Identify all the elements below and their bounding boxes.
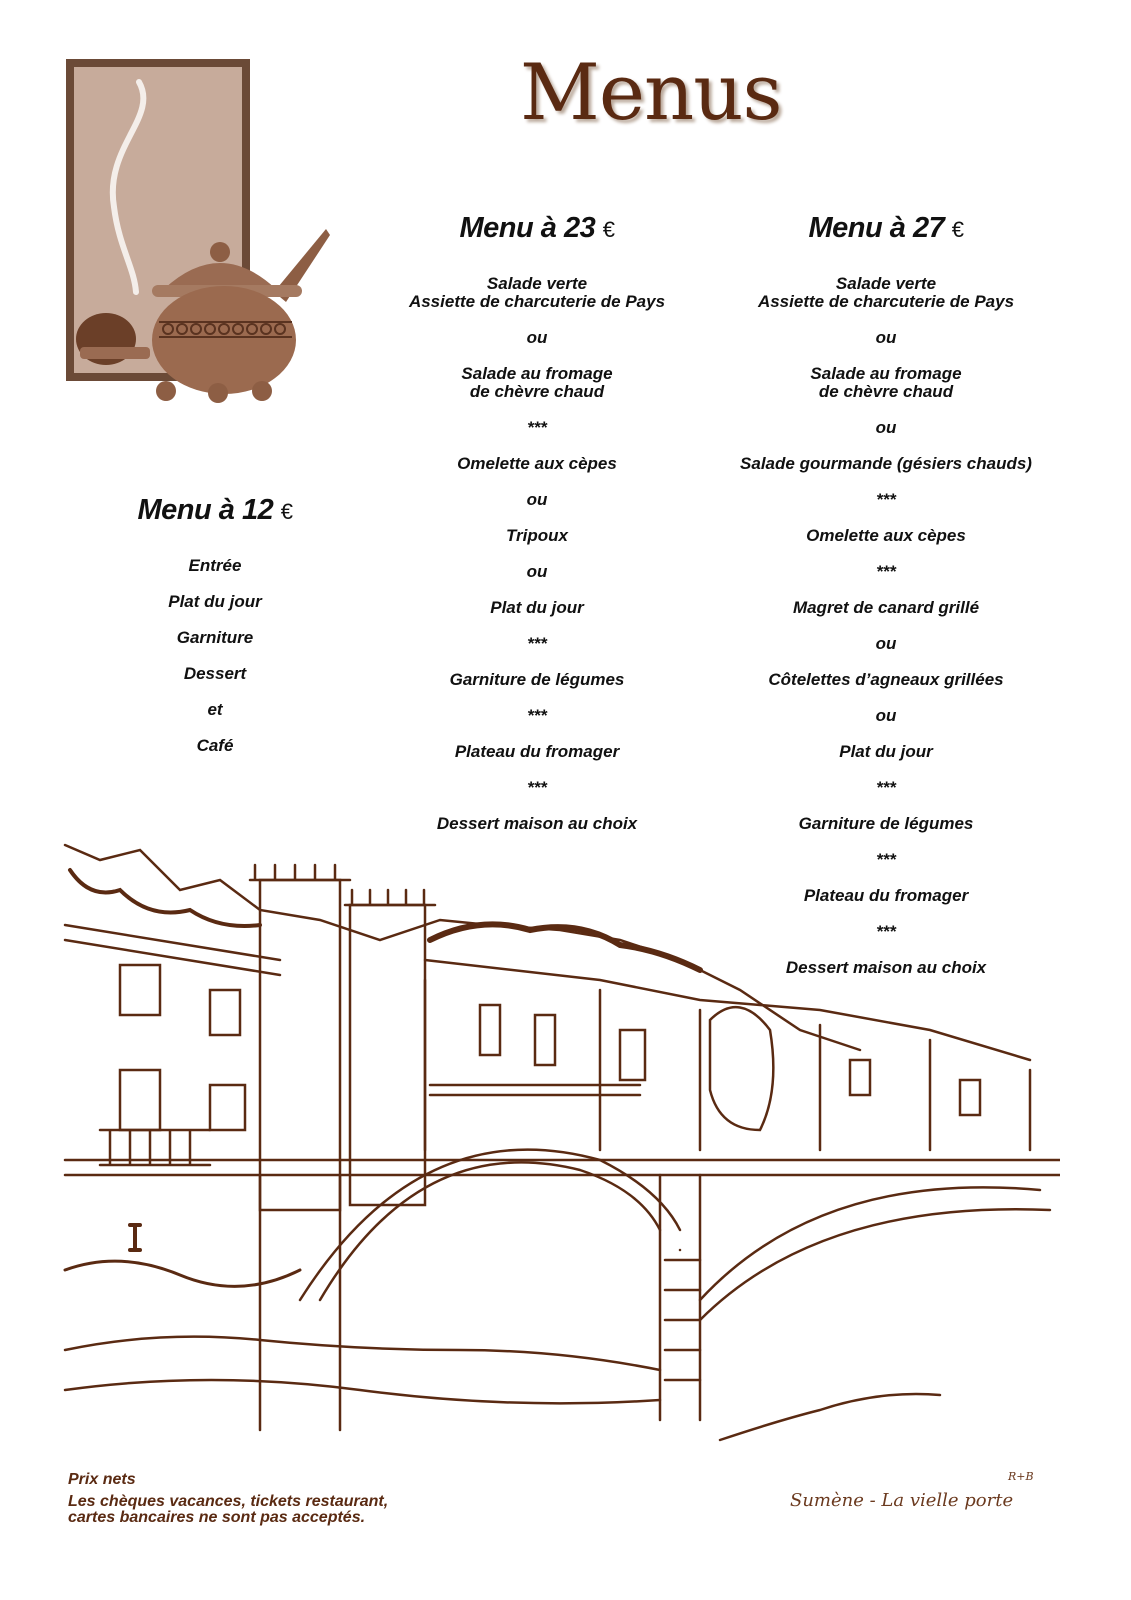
menu-item — [706, 491, 1066, 509]
menu-item — [357, 419, 717, 437]
menu-item-line: Dessert maison au choix — [436, 814, 638, 833]
menu-item — [706, 329, 1066, 347]
footer-note — [68, 1472, 388, 1526]
menu-item — [706, 671, 1066, 689]
menu-item — [35, 557, 395, 575]
menu-item — [706, 455, 1066, 473]
menu-item-line: *** — [876, 850, 896, 869]
euro-sign: € — [602, 217, 615, 242]
menu-item — [706, 527, 1066, 545]
menu-item-line: et — [207, 700, 223, 719]
soup-pot-logo — [64, 57, 334, 407]
menu-item-line: Assiette de charcuterie de Pays — [408, 292, 666, 311]
menu-item-line: Salade au fromage — [810, 364, 962, 383]
menu-item-line: Salade verte — [835, 274, 937, 293]
menu-item-line: Omelette aux cèpes — [457, 454, 617, 473]
menu-item — [706, 599, 1066, 617]
prices-note: Prix nets — [68, 1471, 136, 1488]
menu-heading — [357, 212, 717, 245]
menu-item-line: ou — [875, 706, 897, 725]
menu-item-line: Plateau du fromager — [454, 742, 620, 761]
menu-item — [357, 491, 717, 509]
menu-item — [706, 635, 1066, 653]
menu-item-line: Salade gourmande (gésiers chauds) — [740, 454, 1032, 473]
page-title: Menus — [520, 48, 782, 138]
menu-item — [357, 743, 717, 761]
menu-heading — [706, 212, 1066, 245]
menu-heading-name: Menu à 27 — [808, 212, 945, 244]
menu-item-line: Plat du jour — [168, 592, 262, 611]
menu-item — [35, 737, 395, 755]
village-bridge-sketch — [60, 830, 1060, 1450]
menu-item — [357, 599, 717, 617]
menu-item — [357, 275, 717, 311]
menu-item-line: Omelette aux cèpes — [806, 526, 966, 545]
menu-item-line: Dessert maison au choix — [785, 958, 987, 977]
payment-note-line2: cartes bancaires ne sont pas acceptés. — [68, 1509, 366, 1526]
menu-item-line: Salade verte — [486, 274, 588, 293]
menu-23 — [357, 212, 717, 851]
menu-item-line: Plat du jour — [839, 742, 933, 761]
menu-item — [357, 671, 717, 689]
menu-item-line: Assiette de charcuterie de Pays — [757, 292, 1015, 311]
menu-item-line: *** — [527, 706, 547, 725]
artist-initials: R+B — [1008, 1470, 1034, 1483]
menu-item — [706, 743, 1066, 761]
menu-item — [706, 365, 1066, 401]
menu-item-line: *** — [876, 562, 896, 581]
menu-item-line: ou — [526, 328, 548, 347]
menu-item-line: *** — [876, 778, 896, 797]
menu-item-line: ou — [875, 328, 897, 347]
menu-item — [357, 563, 717, 581]
menu-item-line: Entrée — [188, 556, 242, 575]
menu-item-line: ou — [875, 418, 897, 437]
menu-item-line: Café — [196, 736, 234, 755]
menu-item — [35, 629, 395, 647]
menu-item-line: *** — [527, 634, 547, 653]
menu-item-line: de chèvre chaud — [469, 382, 605, 401]
menu-item-line: Tripoux — [505, 526, 569, 545]
menu-item — [357, 707, 717, 725]
menu-12 — [35, 494, 395, 773]
menu-item — [706, 563, 1066, 581]
payment-note-line1: Les chèques vacances, tickets restaurant, — [68, 1493, 389, 1510]
euro-sign: € — [951, 217, 964, 242]
menu-item — [706, 275, 1066, 311]
menu-item-line: Plat du jour — [490, 598, 584, 617]
menu-item — [35, 701, 395, 719]
menu-item-line: Garniture — [176, 628, 254, 647]
menu-item-line: *** — [876, 490, 896, 509]
menu-item-line: *** — [876, 922, 896, 941]
menu-item — [357, 779, 717, 797]
menu-item — [706, 779, 1066, 797]
menu-item — [357, 635, 717, 653]
menu-item — [35, 665, 395, 683]
menu-item-line: Garniture de légumes — [798, 814, 974, 833]
menu-item-line: Côtelettes d’agneaux grillées — [768, 670, 1004, 689]
menu-item — [35, 593, 395, 611]
menu-item — [357, 455, 717, 473]
menu-item-line: *** — [527, 418, 547, 437]
menu-heading-name: Menu à 12 — [137, 494, 274, 526]
menu-item — [357, 365, 717, 401]
menu-item-line: *** — [527, 778, 547, 797]
menu-item — [706, 419, 1066, 437]
menu-item — [706, 707, 1066, 725]
menu-item-line: Salade au fromage — [461, 364, 613, 383]
menu-item — [357, 329, 717, 347]
euro-sign: € — [280, 499, 293, 524]
menu-item-line: ou — [526, 490, 548, 509]
menu-heading-name: Menu à 23 — [459, 212, 596, 244]
menu-item-line: Garniture de légumes — [449, 670, 625, 689]
illustration-caption: Sumène - La vielle porte — [790, 1490, 1014, 1511]
menu-item-line: ou — [526, 562, 548, 581]
menu-heading — [35, 494, 395, 527]
menu-item-line: Plateau du fromager — [803, 886, 969, 905]
menu-item-line: Dessert — [183, 664, 247, 683]
menu-item-line: de chèvre chaud — [818, 382, 954, 401]
menu-item-line: ou — [875, 634, 897, 653]
menu-item — [357, 527, 717, 545]
menu-item-line: Magret de canard grillé — [792, 598, 980, 617]
